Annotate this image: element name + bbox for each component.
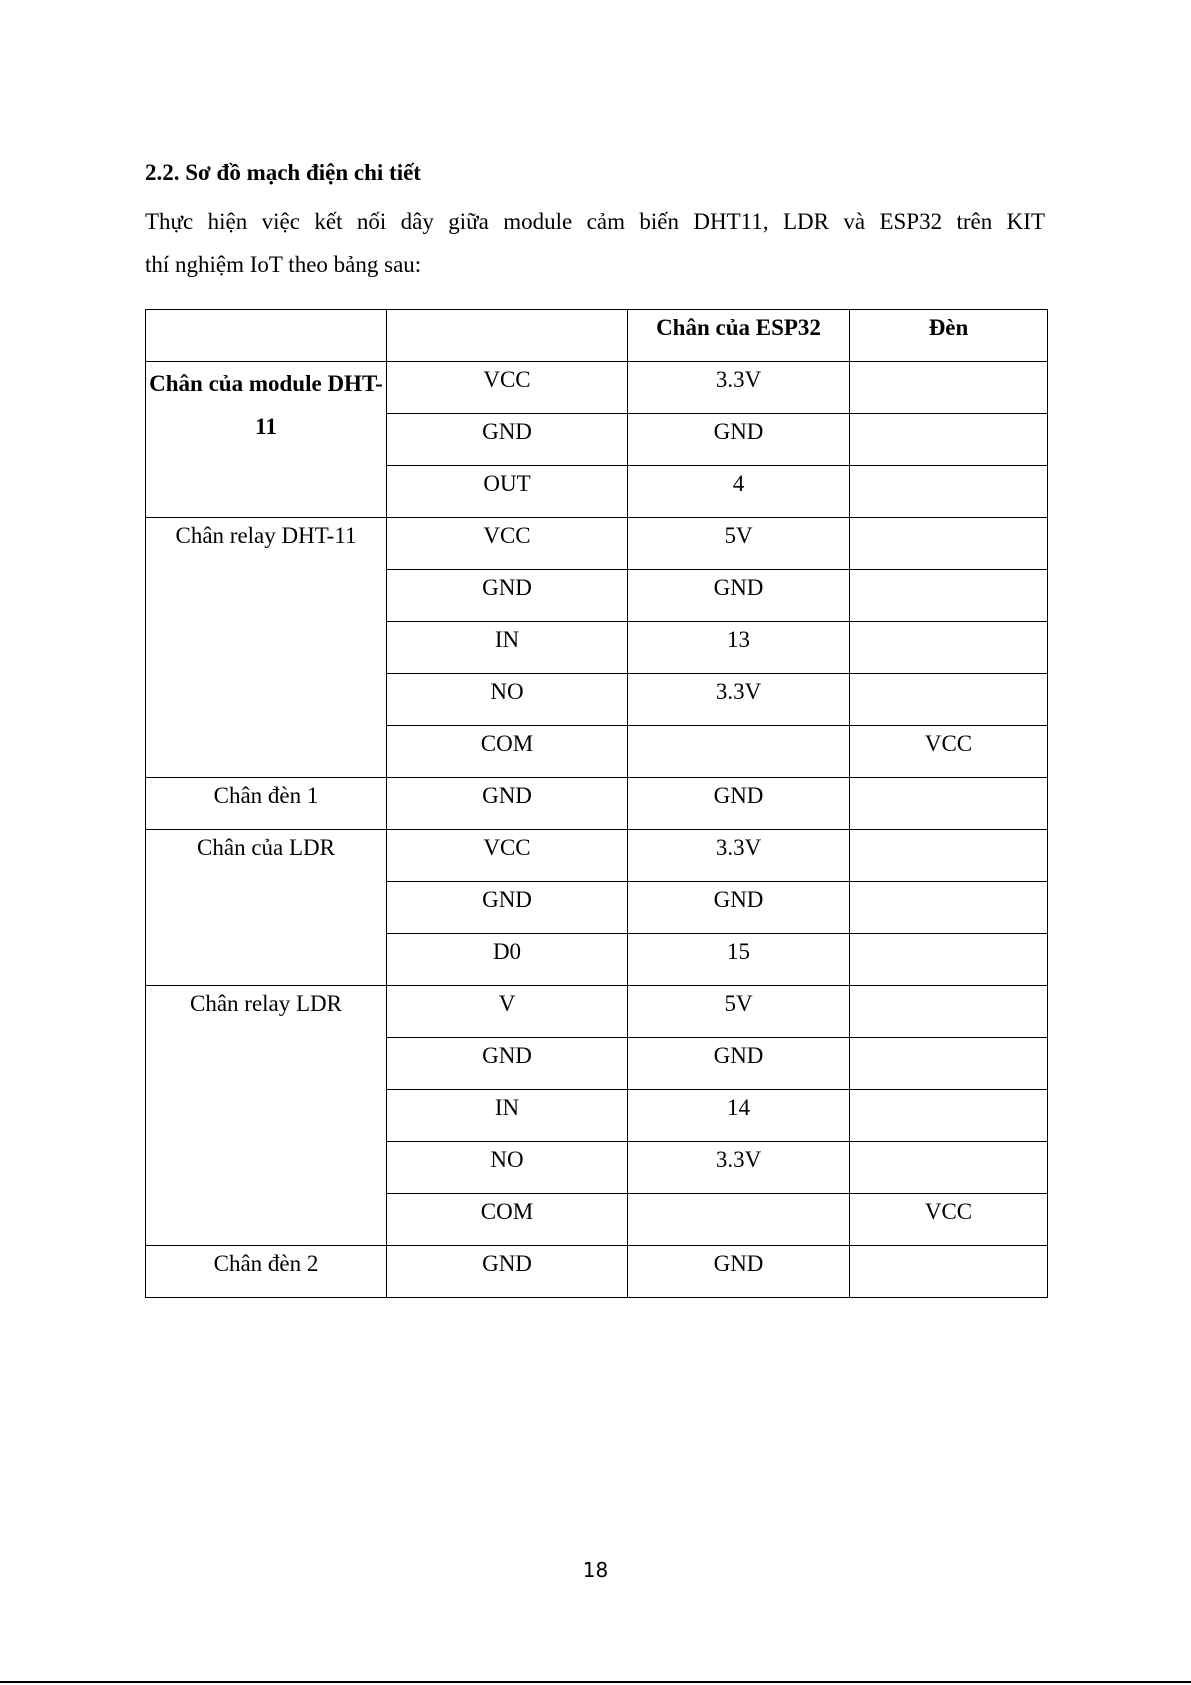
module-pin-cell: GND [387,414,628,466]
group-label-cell: Chân relay DHT-11 [146,518,387,778]
intro-paragraph [145,200,1045,286]
lamp-pin-cell [850,414,1048,466]
module-pin-cell: GND [387,1246,628,1298]
esp32-pin-cell: 3.3V [628,362,850,414]
module-pin-cell: IN [387,1090,628,1142]
header-cell [387,310,628,362]
module-pin-cell: GND [387,778,628,830]
esp32-pin-cell: GND [628,1038,850,1090]
esp32-pin-cell: 4 [628,466,850,518]
intro-paragraph-line-2: thí nghiệm IoT theo bảng sau: [145,252,422,277]
module-pin-cell: IN [387,622,628,674]
table-row [146,518,1048,570]
module-pin-cell: VCC [387,518,628,570]
lamp-pin-cell [850,1246,1048,1298]
lamp-pin-cell [850,934,1048,986]
table-row [146,1246,1048,1298]
esp32-pin-cell: 5V [628,518,850,570]
lamp-pin-cell [850,882,1048,934]
group-label-cell: Chân đèn 1 [146,778,387,830]
module-pin-cell: V [387,986,628,1038]
esp32-pin-cell: 14 [628,1090,850,1142]
group-label-cell: Chân đèn 2 [146,1246,387,1298]
esp32-pin-cell [628,1194,850,1246]
esp32-pin-cell: GND [628,1246,850,1298]
module-pin-cell: GND [387,882,628,934]
table-row [146,362,1048,414]
footer-rule [0,1681,1191,1683]
lamp-pin-cell [850,466,1048,518]
lamp-pin-cell: VCC [850,726,1048,778]
intro-paragraph-line-1: Thực hiện việc kết nối dây giữa module cảm biến DHT11, LDR và ESP32 trên KIT [145,209,1045,234]
table-header-row [146,310,1048,362]
lamp-pin-cell [850,674,1048,726]
esp32-pin-cell: 3.3V [628,674,850,726]
lamp-pin-cell [850,778,1048,830]
esp32-pin-cell: GND [628,778,850,830]
header-cell [146,310,387,362]
module-pin-cell: GND [387,570,628,622]
module-pin-cell: NO [387,1142,628,1194]
group-label-cell: Chân relay LDR [146,986,387,1246]
module-pin-cell: COM [387,1194,628,1246]
esp32-pin-cell: GND [628,414,850,466]
lamp-pin-cell [850,518,1048,570]
lamp-pin-cell [850,830,1048,882]
esp32-pin-cell: 3.3V [628,830,850,882]
table-row [146,778,1048,830]
esp32-pin-cell: 5V [628,986,850,1038]
esp32-pin-cell: GND [628,882,850,934]
pin-connection-table [145,309,1048,1298]
lamp-pin-cell: VCC [850,1194,1048,1246]
section-heading: 2.2. Sơ đồ mạch điện chi tiết [145,160,421,185]
table-row [146,986,1048,1038]
lamp-pin-cell [850,986,1048,1038]
esp32-pin-cell: 13 [628,622,850,674]
lamp-pin-cell [850,622,1048,674]
lamp-pin-cell [850,362,1048,414]
table-row [146,830,1048,882]
lamp-pin-cell [850,1038,1048,1090]
lamp-pin-cell [850,1090,1048,1142]
lamp-pin-cell [850,1142,1048,1194]
module-pin-cell: NO [387,674,628,726]
module-pin-cell: OUT [387,466,628,518]
header-cell: Đèn [850,310,1048,362]
header-cell: Chân của ESP32 [628,310,850,362]
page-number: 18 [582,1558,609,1582]
esp32-pin-cell: 15 [628,934,850,986]
table-body [146,362,1048,1298]
esp32-pin-cell: 3.3V [628,1142,850,1194]
module-pin-cell: VCC [387,830,628,882]
module-pin-cell: GND [387,1038,628,1090]
group-label-cell: Chân của LDR [146,830,387,986]
esp32-pin-cell [628,726,850,778]
module-pin-cell: COM [387,726,628,778]
module-pin-cell: VCC [387,362,628,414]
group-label-cell: Chân của module DHT-11 [146,362,387,518]
module-pin-cell: D0 [387,934,628,986]
lamp-pin-cell [850,570,1048,622]
esp32-pin-cell: GND [628,570,850,622]
